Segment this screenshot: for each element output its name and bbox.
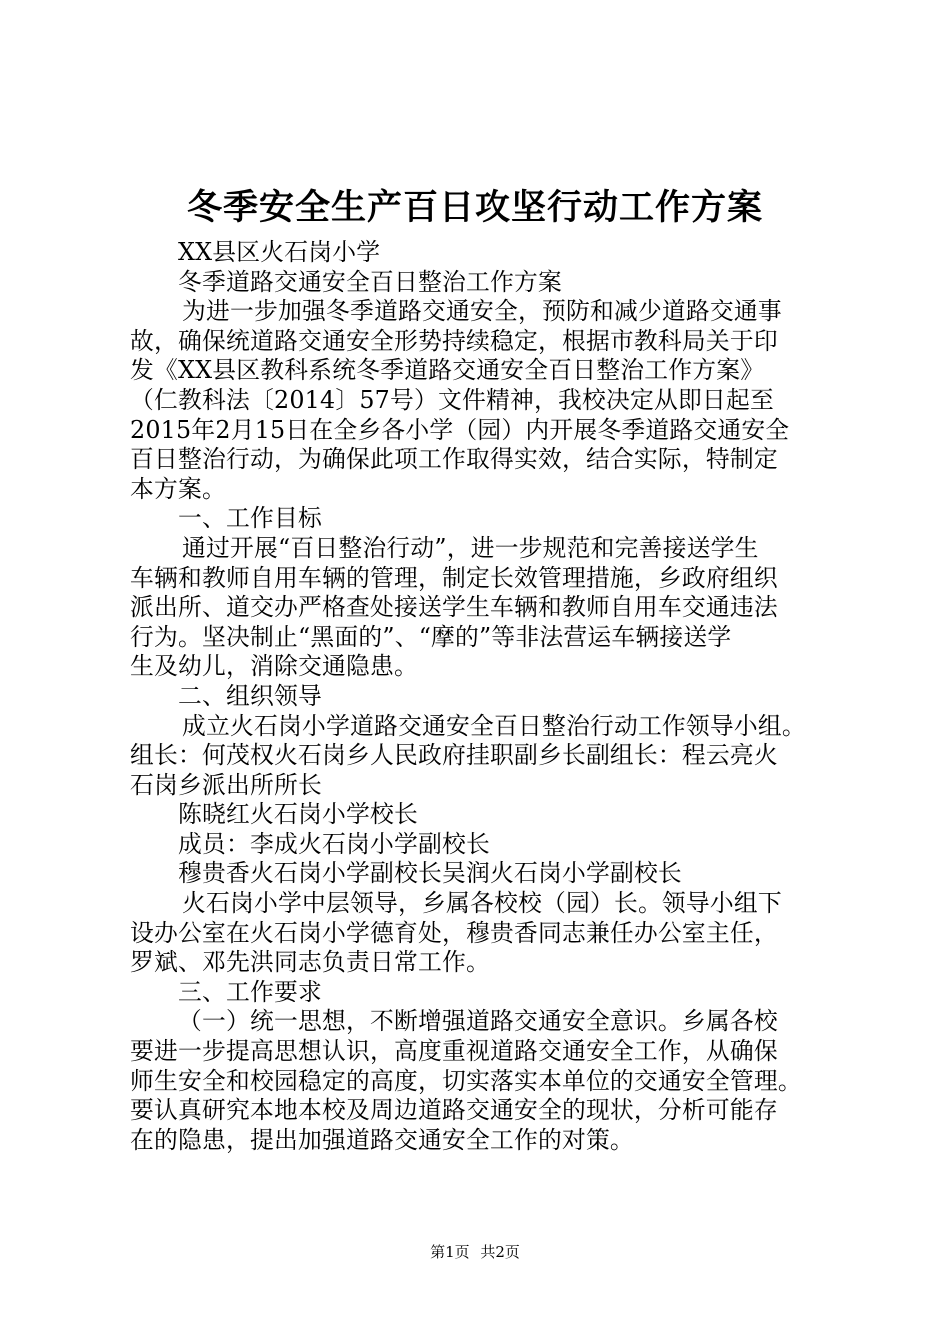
body-line: 2015年2月15日在全乡各小学（园）内开展冬季道路交通安全 bbox=[130, 415, 790, 444]
body-line: 陈晓红火石岗小学校长 bbox=[178, 800, 418, 829]
body-line: 派出所、道交办严格查处接送学生车辆和教师自用车交通违法 bbox=[130, 593, 778, 622]
body-line: 师生安全和校园稳定的高度，切实落实本单位的交通安全管理。 bbox=[130, 1066, 802, 1095]
body-line: 穆贵香火石岗小学副校长吴润火石岗小学副校长 bbox=[178, 859, 682, 888]
body-line: 石岗乡派出所所长 bbox=[130, 770, 322, 799]
body-line: 要进一步提高思想认识，高度重视道路交通安全工作，从确保 bbox=[130, 1037, 778, 1066]
body-line: 故，确保统道路交通安全形势持续稳定，根据市教科局关于印 bbox=[130, 326, 778, 355]
body-line: 发《XX县区教科系统冬季道路交通安全百日整治工作方案》 bbox=[130, 356, 765, 385]
section-heading-goals: 一、工作目标 bbox=[178, 504, 322, 533]
body-line: 通过开展“百日整治行动”，进一步规范和完善接送学生 bbox=[182, 533, 759, 562]
section-heading-requirements: 三、工作要求 bbox=[178, 977, 322, 1006]
body-line: 组长：何茂权火石岗乡人民政府挂职副乡长副组长：程云亮火 bbox=[130, 741, 778, 770]
body-line: 本方案。 bbox=[130, 474, 226, 503]
body-line: 火石岗小学中层领导，乡属各校校（园）长。领导小组下 bbox=[182, 889, 782, 918]
body-line: 成立火石岗小学道路交通安全百日整治行动工作领导小组。 bbox=[182, 711, 806, 740]
school-name: XX县区火石岗小学 bbox=[178, 238, 381, 266]
page-number: 第1页 共2页 bbox=[430, 1243, 520, 1261]
body-line: 为进一步加强冬季道路交通安全，预防和减少道路交通事 bbox=[182, 297, 782, 326]
body-line: （仁教科法〔2014〕57号）文件精神，我校决定从即日起至 bbox=[130, 385, 774, 414]
document-body bbox=[130, 238, 830, 1155]
body-line: 车辆和教师自用车辆的管理，制定长效管理措施，乡政府组织 bbox=[130, 563, 778, 592]
body-line: （一）统一思想，不断增强道路交通安全意识。乡属各校 bbox=[178, 1007, 778, 1036]
body-line: 成员：李成火石岗小学副校长 bbox=[178, 829, 490, 858]
body-line: 在的隐患，提出加强道路交通安全工作的对策。 bbox=[130, 1125, 634, 1154]
body-line: 要认真研究本地本校及周边道路交通安全的现状，分析可能存 bbox=[130, 1096, 778, 1125]
body-line: 生及幼儿，消除交通隐患。 bbox=[130, 652, 418, 681]
body-line: 行为。坚决制止“黑面的”、“摩的”等非法营运车辆接送学 bbox=[130, 622, 732, 651]
body-line: 百日整治行动，为确保此项工作取得实效，结合实际，特制定 bbox=[130, 445, 778, 474]
document-title: 冬季安全生产百日攻坚行动工作方案 bbox=[186, 187, 763, 228]
section-heading-leadership: 二、组织领导 bbox=[178, 681, 322, 710]
plan-subtitle: 冬季道路交通安全百日整治工作方案 bbox=[178, 267, 562, 296]
body-line: 罗斌、邓先洪同志负责日常工作。 bbox=[130, 948, 490, 977]
body-line: 设办公室在火石岗小学德育处，穆贵香同志兼任办公室主任， bbox=[130, 918, 778, 947]
